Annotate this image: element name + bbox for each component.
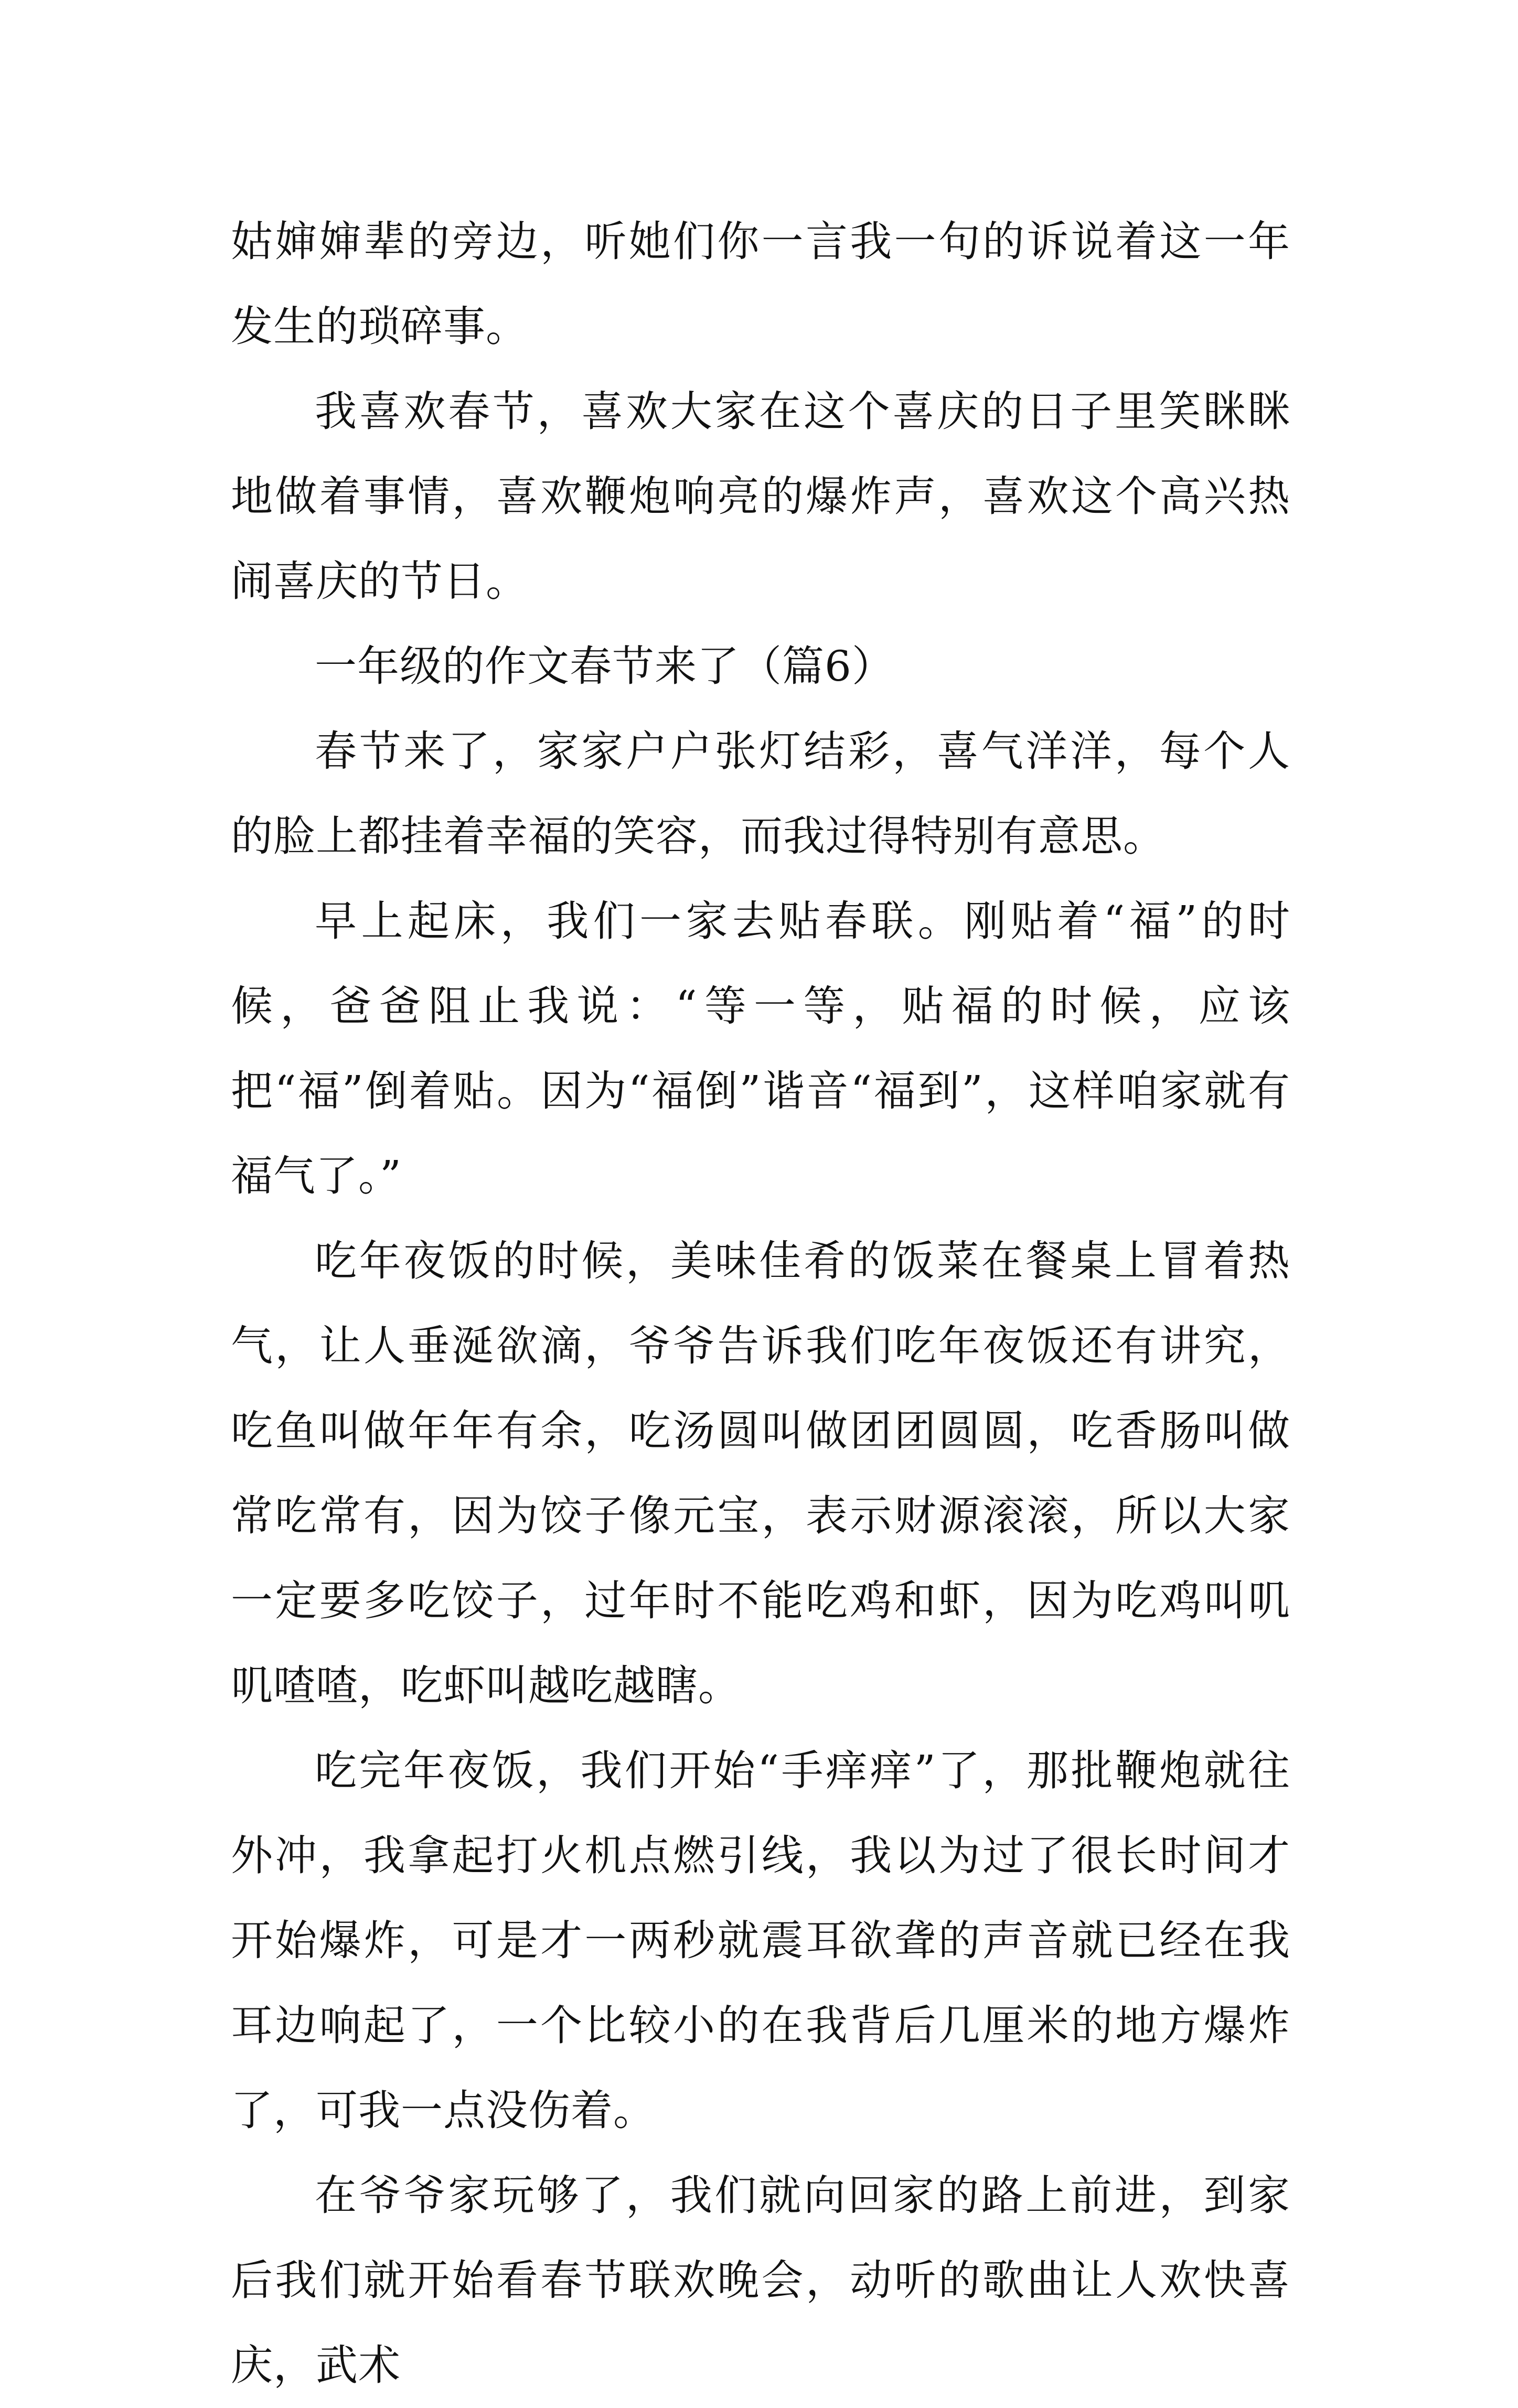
paragraph: 我喜欢春节，喜欢大家在这个喜庆的日子里笑眯眯地做着事情，喜欢鞭炮响亮的爆炸声，喜欢这个高兴热闹喜庆的节日。 [231,387,1290,606]
paragraph: 吃完年夜饭，我们开始“手痒痒”了，那批鞭炮就往外冲，我拿起打火机点燃引线，我以为过了很长时间才开始爆炸，可是才一两秒就震耳欲聋的声音就已经在我耳边响起了，一个比较小的在我背后几厘米的地方爆炸了，可我一点没伤着。 [231,1746,1290,2135]
paragraph: 在爷爷家玩够了，我们就向回家的路上前进，到家后我们就开始看春节联欢晚会，动听的歌曲让人欢快喜庆，武术 [231,2171,1290,2390]
paragraph: 吃年夜饭的时候，美味佳肴的饭菜在餐桌上冒着热气，让人垂涎欲滴，爷爷告诉我们吃年夜饭还有讲究，吃鱼叫做年年有余，吃汤圆叫做团团圆圆，吃香肠叫做常吃常有，因为饺子像元宝，表示财源滚滚，所以大家一定要多吃饺子，过年时不能吃鸡和虾，因为吃鸡叫叽叽喳喳，吃虾叫越吃越瞎。 [231,1237,1290,1710]
section-heading: 一年级的作文春节来了（篇6） [315,642,894,691]
paragraph: 春节来了，家家户户张灯结彩，喜气洋洋，每个人的脸上都挂着幸福的笑容，而我过得特别有意思。 [231,727,1290,861]
paragraph: 早上起床，我们一家去贴春联。刚贴着“福”的时候，爸爸阻止我说：“等一等，贴福的时候，应该把“福”倒着贴。因为“福倒”谐音“福到”，这样咱家就有福气了。” [231,897,1290,1200]
paragraph: 姑婶婶辈的旁边，听她们你一言我一句的诉说着这一年发生的琐碎事。 [231,217,1290,351]
document-body [231,199,1290,2408]
